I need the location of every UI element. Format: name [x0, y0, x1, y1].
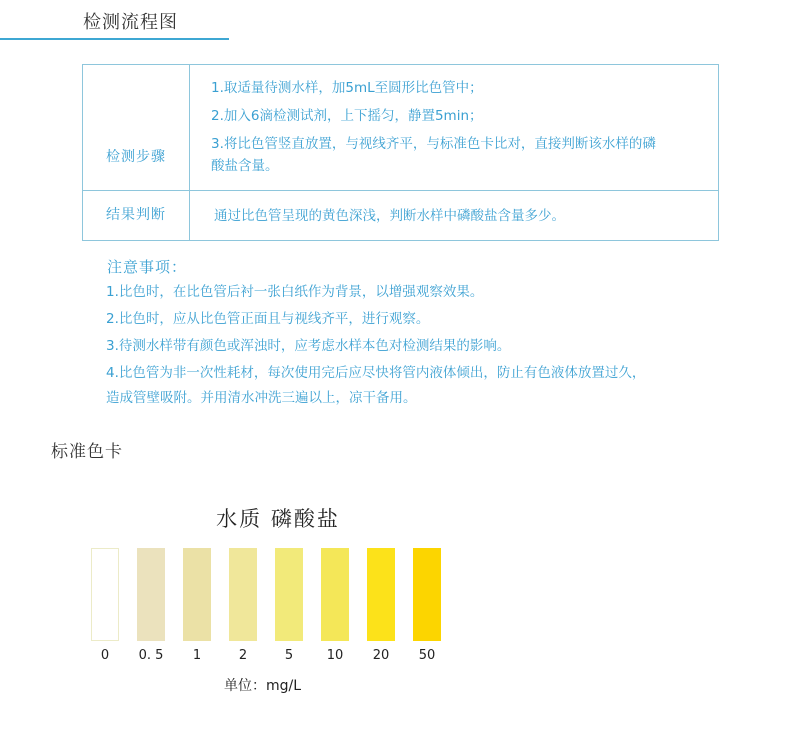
- color-swatch: [183, 548, 211, 641]
- note-2: 2.比色时，应从比色管正面且与视线齐平，进行观察。: [106, 311, 430, 327]
- page-title: 检测流程图: [83, 12, 178, 33]
- step-3: 3.将比色管竖直放置，与视线齐平，与标准色卡比对，直接判断该水样的磷: [211, 136, 656, 152]
- result-label: 结果判断: [106, 207, 166, 223]
- color-swatch: [275, 548, 303, 641]
- note-1: 1.比色时，在比色管后衬一张白纸作为背景，以增强观察效果。: [106, 284, 484, 300]
- swatch-value-label: 50: [418, 648, 436, 663]
- procedure-table: [82, 64, 719, 241]
- step-2: 2.加入6滴检测试剂，上下摇匀，静置5min；: [211, 108, 483, 124]
- note-4-continued: 造成管壁吸附。并用清水冲洗三遍以上，凉干备用。: [106, 390, 417, 406]
- swatch-value-label: 20: [372, 648, 390, 663]
- step-3-continued: 酸盐含量。: [211, 158, 279, 174]
- notes-title: 注意事项：: [107, 258, 188, 276]
- swatch-value-label: 2: [238, 648, 248, 663]
- color-swatch: [137, 548, 165, 641]
- color-card-title: 水质 磷酸盐: [216, 507, 340, 531]
- swatch-value-label: 5: [284, 648, 294, 663]
- color-swatch: [413, 548, 441, 641]
- swatch-value-label: 1: [192, 648, 202, 663]
- steps-label: 检测步骤: [106, 149, 166, 165]
- color-swatch: [367, 548, 395, 641]
- color-swatch: [321, 548, 349, 641]
- color-card-heading: 标准色卡: [51, 442, 123, 462]
- note-3: 3.待测水样带有颜色或浑浊时，应考虑水样本色对检测结果的影响。: [106, 338, 511, 354]
- table-row-divider: [83, 190, 718, 191]
- unit-label: 单位：mg/L: [224, 678, 302, 694]
- swatch-value-label: 0. 5: [138, 648, 164, 663]
- color-swatch: [229, 548, 257, 641]
- note-4: 4.比色管为非一次性耗材，每次使用完后应尽快将管内液体倾出，防止有色液体放置过久，: [106, 365, 646, 381]
- swatch-value-label: 0: [100, 648, 110, 663]
- step-1: 1.取适量待测水样，加5mL至圆形比色管中；: [211, 80, 483, 96]
- result-text: 通过比色管呈现的黄色深浅，判断水样中磷酸盐含量多少。: [214, 208, 565, 224]
- color-swatch: [91, 548, 119, 641]
- swatch-value-label: 10: [326, 648, 344, 663]
- table-column-divider: [189, 65, 190, 240]
- title-underline: [0, 38, 229, 40]
